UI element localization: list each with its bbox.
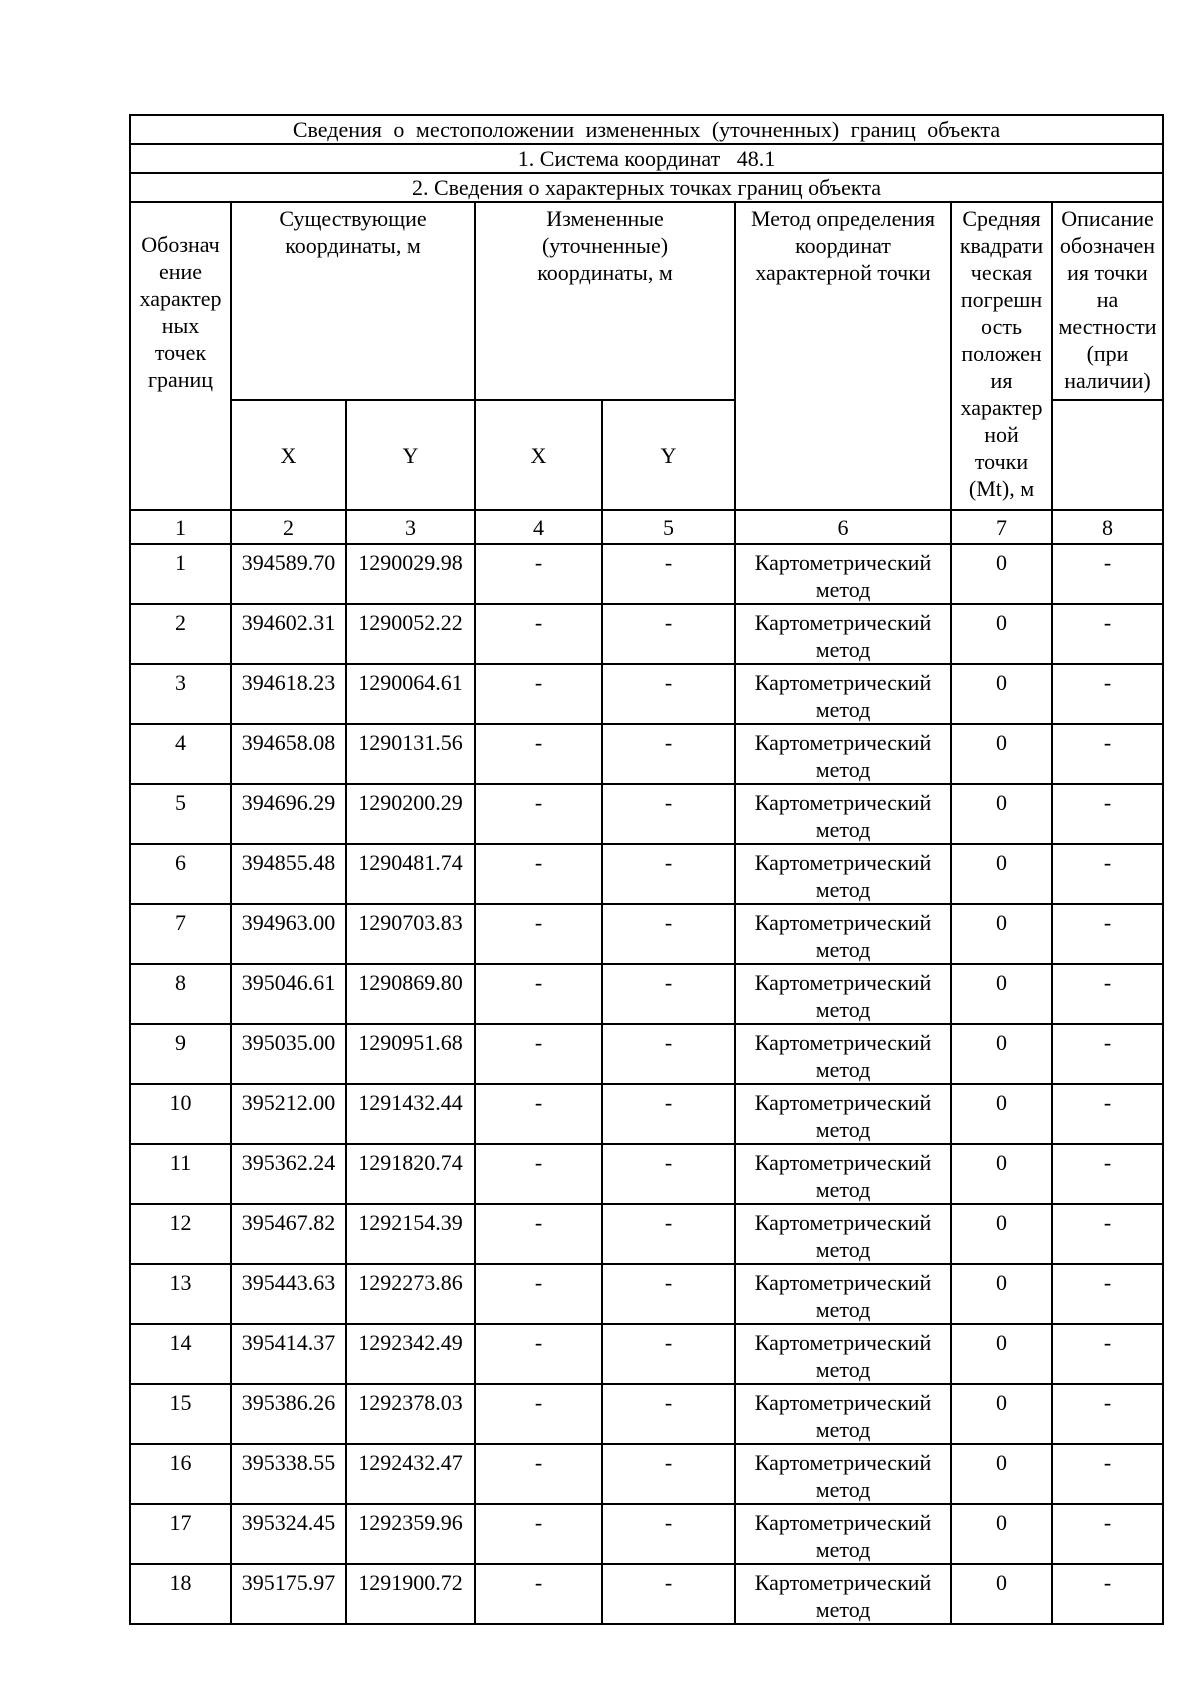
existing-x: 395443.63	[231, 1264, 346, 1324]
point-number: 1	[130, 544, 231, 604]
method: Картометрический метод	[735, 1444, 951, 1504]
point-number: 6	[130, 844, 231, 904]
description: -	[1052, 784, 1163, 844]
header-existing-coords: Существующие координаты, м	[231, 202, 475, 400]
existing-x: 394696.29	[231, 784, 346, 844]
mt-value: 0	[951, 784, 1052, 844]
column-number: 1	[130, 510, 231, 544]
method: Картометрический метод	[735, 604, 951, 664]
point-number: 9	[130, 1024, 231, 1084]
changed-y: -	[602, 1084, 735, 1144]
method: Картометрический метод	[735, 904, 951, 964]
changed-x: -	[475, 1564, 602, 1624]
table-row	[130, 1384, 1163, 1444]
boundary-points-table	[129, 114, 1164, 1625]
mt-value: 0	[951, 1384, 1052, 1444]
description: -	[1052, 1504, 1163, 1564]
coordinate-system: 1. Система координат 48.1	[130, 144, 1163, 173]
existing-x: 394855.48	[231, 844, 346, 904]
header-x-changed: X	[475, 400, 602, 510]
table-row	[130, 1264, 1163, 1324]
point-number: 4	[130, 724, 231, 784]
mt-value: 0	[951, 1144, 1052, 1204]
description: -	[1052, 904, 1163, 964]
point-number: 11	[130, 1144, 231, 1204]
table-row	[130, 844, 1163, 904]
description: -	[1052, 1084, 1163, 1144]
method: Картометрический метод	[735, 844, 951, 904]
changed-x: -	[475, 724, 602, 784]
description: -	[1052, 724, 1163, 784]
table-row	[130, 1024, 1163, 1084]
changed-x: -	[475, 1084, 602, 1144]
existing-x: 394602.31	[231, 604, 346, 664]
existing-x: 395362.24	[231, 1144, 346, 1204]
method: Картометрический метод	[735, 1024, 951, 1084]
changed-y: -	[602, 544, 735, 604]
mt-value: 0	[951, 904, 1052, 964]
point-number: 10	[130, 1084, 231, 1144]
method: Картометрический метод	[735, 1384, 951, 1444]
column-number: 7	[951, 510, 1052, 544]
existing-x: 395035.00	[231, 1024, 346, 1084]
table-title: Сведения о местоположении измененных (уточненных) границ объекта	[130, 115, 1163, 144]
changed-y: -	[602, 904, 735, 964]
column-numbers-row	[130, 510, 1163, 544]
description: -	[1052, 1204, 1163, 1264]
column-number: 3	[346, 510, 475, 544]
column-number: 2	[231, 510, 346, 544]
existing-x: 395386.26	[231, 1384, 346, 1444]
description: -	[1052, 1444, 1163, 1504]
changed-y: -	[602, 664, 735, 724]
description: -	[1052, 1264, 1163, 1324]
existing-y: 1290703.83	[346, 904, 475, 964]
changed-x: -	[475, 904, 602, 964]
existing-y: 1291432.44	[346, 1084, 475, 1144]
description: -	[1052, 964, 1163, 1024]
point-number: 18	[130, 1564, 231, 1624]
description: -	[1052, 664, 1163, 724]
header-point-designation: Обознач ение характер ных точек границ	[130, 202, 231, 510]
mt-value: 0	[951, 1264, 1052, 1324]
mt-value: 0	[951, 1084, 1052, 1144]
mt-value: 0	[951, 844, 1052, 904]
table-row	[130, 1084, 1163, 1144]
changed-y: -	[602, 604, 735, 664]
existing-x: 394589.70	[231, 544, 346, 604]
existing-y: 1292359.96	[346, 1504, 475, 1564]
changed-y: -	[602, 1144, 735, 1204]
method: Картометрический метод	[735, 544, 951, 604]
header-mt: Средняя квадрати ческая погрешн ость положен ия характер ной точки (Mt), м	[951, 202, 1052, 510]
mt-value: 0	[951, 1024, 1052, 1084]
method: Картометрический метод	[735, 724, 951, 784]
method: Картометрический метод	[735, 664, 951, 724]
existing-x: 394963.00	[231, 904, 346, 964]
changed-x: -	[475, 544, 602, 604]
existing-y: 1292342.49	[346, 1324, 475, 1384]
mt-value: 0	[951, 964, 1052, 1024]
changed-x: -	[475, 964, 602, 1024]
method: Картометрический метод	[735, 1264, 951, 1324]
changed-x: -	[475, 664, 602, 724]
changed-y: -	[602, 1204, 735, 1264]
changed-y: -	[602, 1264, 735, 1324]
mt-value: 0	[951, 724, 1052, 784]
point-number: 16	[130, 1444, 231, 1504]
changed-y: -	[602, 1384, 735, 1444]
mt-value: 0	[951, 1324, 1052, 1384]
point-number: 13	[130, 1264, 231, 1324]
point-number: 14	[130, 1324, 231, 1384]
point-number: 2	[130, 604, 231, 664]
changed-y: -	[602, 964, 735, 1024]
section-title: 2. Сведения о характерных точках границ объекта	[130, 173, 1163, 202]
mt-value: 0	[951, 1504, 1052, 1564]
header-description-empty	[1052, 400, 1163, 510]
method: Картометрический метод	[735, 1564, 951, 1624]
method: Картометрический метод	[735, 1204, 951, 1264]
existing-y: 1290052.22	[346, 604, 475, 664]
mt-value: 0	[951, 1444, 1052, 1504]
header-y-existing: Y	[346, 400, 475, 510]
changed-y: -	[602, 1324, 735, 1384]
table-row	[130, 784, 1163, 844]
mt-value: 0	[951, 544, 1052, 604]
method: Картометрический метод	[735, 1324, 951, 1384]
changed-x: -	[475, 844, 602, 904]
header-description: Описание обозначен ия точки на местности (при наличии)	[1052, 202, 1163, 400]
header-method: Метод определения координат характерной точки	[735, 202, 951, 510]
existing-x: 394618.23	[231, 664, 346, 724]
existing-y: 1290131.56	[346, 724, 475, 784]
changed-y: -	[602, 1024, 735, 1084]
table-row	[130, 664, 1163, 724]
changed-x: -	[475, 604, 602, 664]
existing-y: 1292154.39	[346, 1204, 475, 1264]
description: -	[1052, 544, 1163, 604]
method: Картометрический метод	[735, 1084, 951, 1144]
point-number: 7	[130, 904, 231, 964]
column-number: 6	[735, 510, 951, 544]
table-row	[130, 1564, 1163, 1624]
existing-x: 395338.55	[231, 1444, 346, 1504]
description: -	[1052, 1024, 1163, 1084]
existing-y: 1292378.03	[346, 1384, 475, 1444]
changed-x: -	[475, 1204, 602, 1264]
changed-x: -	[475, 1324, 602, 1384]
table-row	[130, 724, 1163, 784]
point-number: 15	[130, 1384, 231, 1444]
description: -	[1052, 604, 1163, 664]
method: Картометрический метод	[735, 1504, 951, 1564]
changed-x: -	[475, 1444, 602, 1504]
existing-y: 1290869.80	[346, 964, 475, 1024]
method: Картометрический метод	[735, 1144, 951, 1204]
header-x-existing: X	[231, 400, 346, 510]
description: -	[1052, 844, 1163, 904]
existing-y: 1290029.98	[346, 544, 475, 604]
existing-y: 1291900.72	[346, 1564, 475, 1624]
column-number: 5	[602, 510, 735, 544]
mt-value: 0	[951, 1564, 1052, 1624]
point-number: 8	[130, 964, 231, 1024]
table-row	[130, 1504, 1163, 1564]
description: -	[1052, 1564, 1163, 1624]
description: -	[1052, 1384, 1163, 1444]
table-row	[130, 964, 1163, 1024]
existing-y: 1291820.74	[346, 1144, 475, 1204]
changed-x: -	[475, 1384, 602, 1444]
existing-y: 1290951.68	[346, 1024, 475, 1084]
changed-y: -	[602, 1564, 735, 1624]
existing-x: 395414.37	[231, 1324, 346, 1384]
existing-y: 1290200.29	[346, 784, 475, 844]
changed-x: -	[475, 1024, 602, 1084]
header-changed-coords: Измененные (уточненные) координаты, м	[475, 202, 735, 400]
description: -	[1052, 1324, 1163, 1384]
table-row	[130, 1204, 1163, 1264]
table-row	[130, 1144, 1163, 1204]
existing-x: 395046.61	[231, 964, 346, 1024]
existing-x: 394658.08	[231, 724, 346, 784]
table-row	[130, 1444, 1163, 1504]
changed-y: -	[602, 784, 735, 844]
column-number: 8	[1052, 510, 1163, 544]
method: Картометрический метод	[735, 784, 951, 844]
header-y-changed: Y	[602, 400, 735, 510]
method: Картометрический метод	[735, 964, 951, 1024]
existing-y: 1290064.61	[346, 664, 475, 724]
changed-x: -	[475, 1504, 602, 1564]
existing-x: 395212.00	[231, 1084, 346, 1144]
existing-y: 1292432.47	[346, 1444, 475, 1504]
mt-value: 0	[951, 604, 1052, 664]
changed-y: -	[602, 1504, 735, 1564]
table-row	[130, 904, 1163, 964]
point-number: 12	[130, 1204, 231, 1264]
mt-value: 0	[951, 664, 1052, 724]
changed-x: -	[475, 1144, 602, 1204]
table-row	[130, 544, 1163, 604]
existing-y: 1292273.86	[346, 1264, 475, 1324]
existing-x: 395467.82	[231, 1204, 346, 1264]
column-number: 4	[475, 510, 602, 544]
table-row	[130, 1324, 1163, 1384]
existing-x: 395324.45	[231, 1504, 346, 1564]
changed-y: -	[602, 1444, 735, 1504]
changed-y: -	[602, 844, 735, 904]
mt-value: 0	[951, 1204, 1052, 1264]
point-number: 5	[130, 784, 231, 844]
point-number: 17	[130, 1504, 231, 1564]
changed-x: -	[475, 784, 602, 844]
changed-y: -	[602, 724, 735, 784]
table-row	[130, 604, 1163, 664]
changed-x: -	[475, 1264, 602, 1324]
point-number: 3	[130, 664, 231, 724]
existing-y: 1290481.74	[346, 844, 475, 904]
description: -	[1052, 1144, 1163, 1204]
existing-x: 395175.97	[231, 1564, 346, 1624]
